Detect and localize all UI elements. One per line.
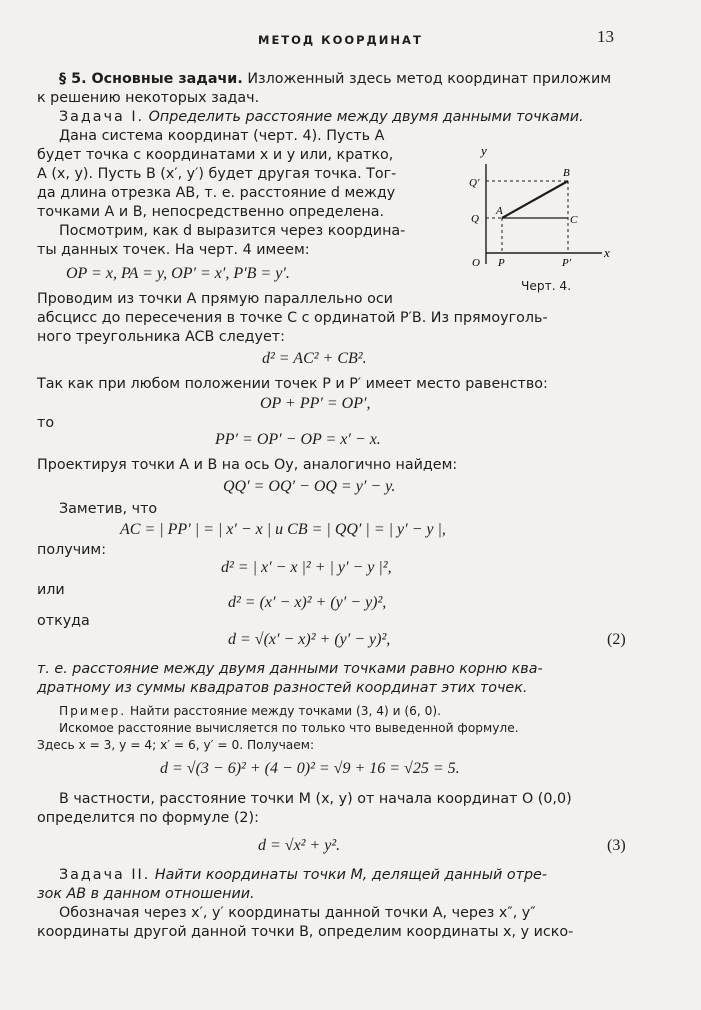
figure-4 (462, 142, 622, 282)
label-q: Q (471, 213, 479, 225)
task1-title: Определить расстояние между двумя данными точками. (148, 109, 584, 125)
task2-line: координаты другой данной точки B, определим координаты x, y иско- (37, 924, 574, 940)
task2-title: Найти координаты точки M, делящей данный отре- (154, 867, 547, 883)
equation-d2: d² = (x′ − x)² + (y′ − y)², (228, 594, 387, 611)
example-line: Искомое расстояние вычисляется по только что выведенной формуле. (59, 721, 519, 735)
task1-line: A (x, y). Пусть B (x′, y′) будет другая точка. Тог- (37, 166, 397, 182)
word-whence: откуда (37, 613, 90, 629)
task1-label: Задача I. (59, 109, 145, 125)
equation-number-2: (2) (607, 631, 626, 648)
task2-line: Обозначая через x′, y′ координаты данной точки A, через x″, y″ (59, 905, 536, 921)
section-intro-line2: к решению некоторых задач. (37, 90, 260, 106)
running-header: МЕТОД КООРДИНАТ (258, 33, 423, 47)
equation-origin: d = √x² + y². (258, 837, 341, 854)
task1-line: будет точка с координатами x и y или, кратко, (37, 147, 394, 163)
task1-heading (59, 108, 584, 127)
example-equation: d = √(3 − 6)² + (4 − 0)² = √9 + 16 = √25 = 5. (160, 760, 460, 777)
task2-heading (59, 866, 547, 885)
task1-line: точками A и B, непосредственно определена. (37, 204, 385, 220)
label-y: y (481, 143, 487, 158)
word-noting: Заметив, что (59, 501, 158, 517)
equation-number-3: (3) (607, 837, 626, 854)
task1-line: Посмотрим, как d выразится через координа- (59, 223, 406, 239)
conclusion-line: дратному из суммы квадратов разностей координат этих точек. (37, 680, 528, 696)
label-p: P (498, 257, 505, 269)
example-line: Здесь x = 3, y = 4; x′ = 6, y′ = 0. Получаем: (37, 738, 315, 752)
equation-distance: d = √(x′ − x)² + (y′ − y)², (228, 631, 391, 648)
word-or: или (37, 582, 65, 598)
origin-line: В частности, расстояние точки M (x, y) от начала координат O (0,0) (59, 791, 572, 807)
task1-line: Дана система координат (черт. 4). Пусть A (59, 128, 385, 144)
label-o: O (472, 257, 480, 269)
equation-diff-y: QQ′ = OQ′ − OQ = y′ − y. (223, 478, 396, 495)
task1-line: ты данных точек. На черт. 4 имеем: (37, 242, 310, 258)
label-c: C (570, 214, 578, 226)
word-to: то (37, 415, 55, 431)
par3: Так как при любом положении точек P и P′ имеет место равенство: (37, 376, 548, 392)
par2-line: ного треугольника ACB следует: (37, 329, 285, 345)
word-get: получим: (37, 542, 107, 558)
label-q-prime: Q′ (469, 177, 480, 189)
conclusion-line: т. е. расстояние между двумя данными точками равно корню ква- (37, 661, 543, 677)
task2-label: Задача II. (59, 867, 151, 883)
equation-diff-x: PP′ = OP′ − OP = x′ − x. (215, 431, 381, 448)
equation-pythagoras: d² = AC² + CB². (262, 350, 367, 367)
par2-line: абсцисс до пересечения в точке C с ординатой P′B. Из прямоуголь- (37, 310, 548, 326)
origin-line: определится по формуле (2): (37, 810, 259, 826)
task2-title-line2: зок AB в данном отношении. (37, 886, 255, 902)
label-b: B (563, 167, 570, 179)
equation-abs: AC = | PP′ | = | x′ − x | и CB = | QQ′ | = | y′ − y |, (120, 521, 446, 538)
example-label: Пример. (59, 704, 127, 718)
section-title: § 5. Основные задачи. (59, 71, 243, 87)
example-text: Найти расстояние между точками (3, 4) и (6, 0). (130, 704, 442, 718)
equation-sum: OP + PP′ = OP′, (260, 395, 371, 412)
segment-ab (502, 181, 568, 218)
label-p-prime: P′ (562, 257, 572, 269)
par4: Проектируя точки A и B на ось Oy, аналогично найдем: (37, 457, 458, 473)
page-number: 13 (597, 27, 614, 46)
example-heading (59, 703, 441, 720)
figure-caption: Черт. 4. (521, 279, 572, 293)
equation-coordinates: OP = x, PA = y, OP′ = x′, P′B = y′. (66, 265, 290, 282)
equation-d2-abs: d² = | x′ − x |² + | y′ − y |², (221, 559, 392, 576)
par2-line: Проводим из точки A прямую параллельно оси (37, 291, 393, 307)
label-x: x (604, 245, 610, 260)
task1-line: да длина отрезка AB, т. е. расстояние d между (37, 185, 396, 201)
section-intro-text: Изложенный здесь метод координат приложим (247, 71, 612, 87)
label-a: A (496, 205, 503, 217)
section-intro (59, 70, 611, 89)
